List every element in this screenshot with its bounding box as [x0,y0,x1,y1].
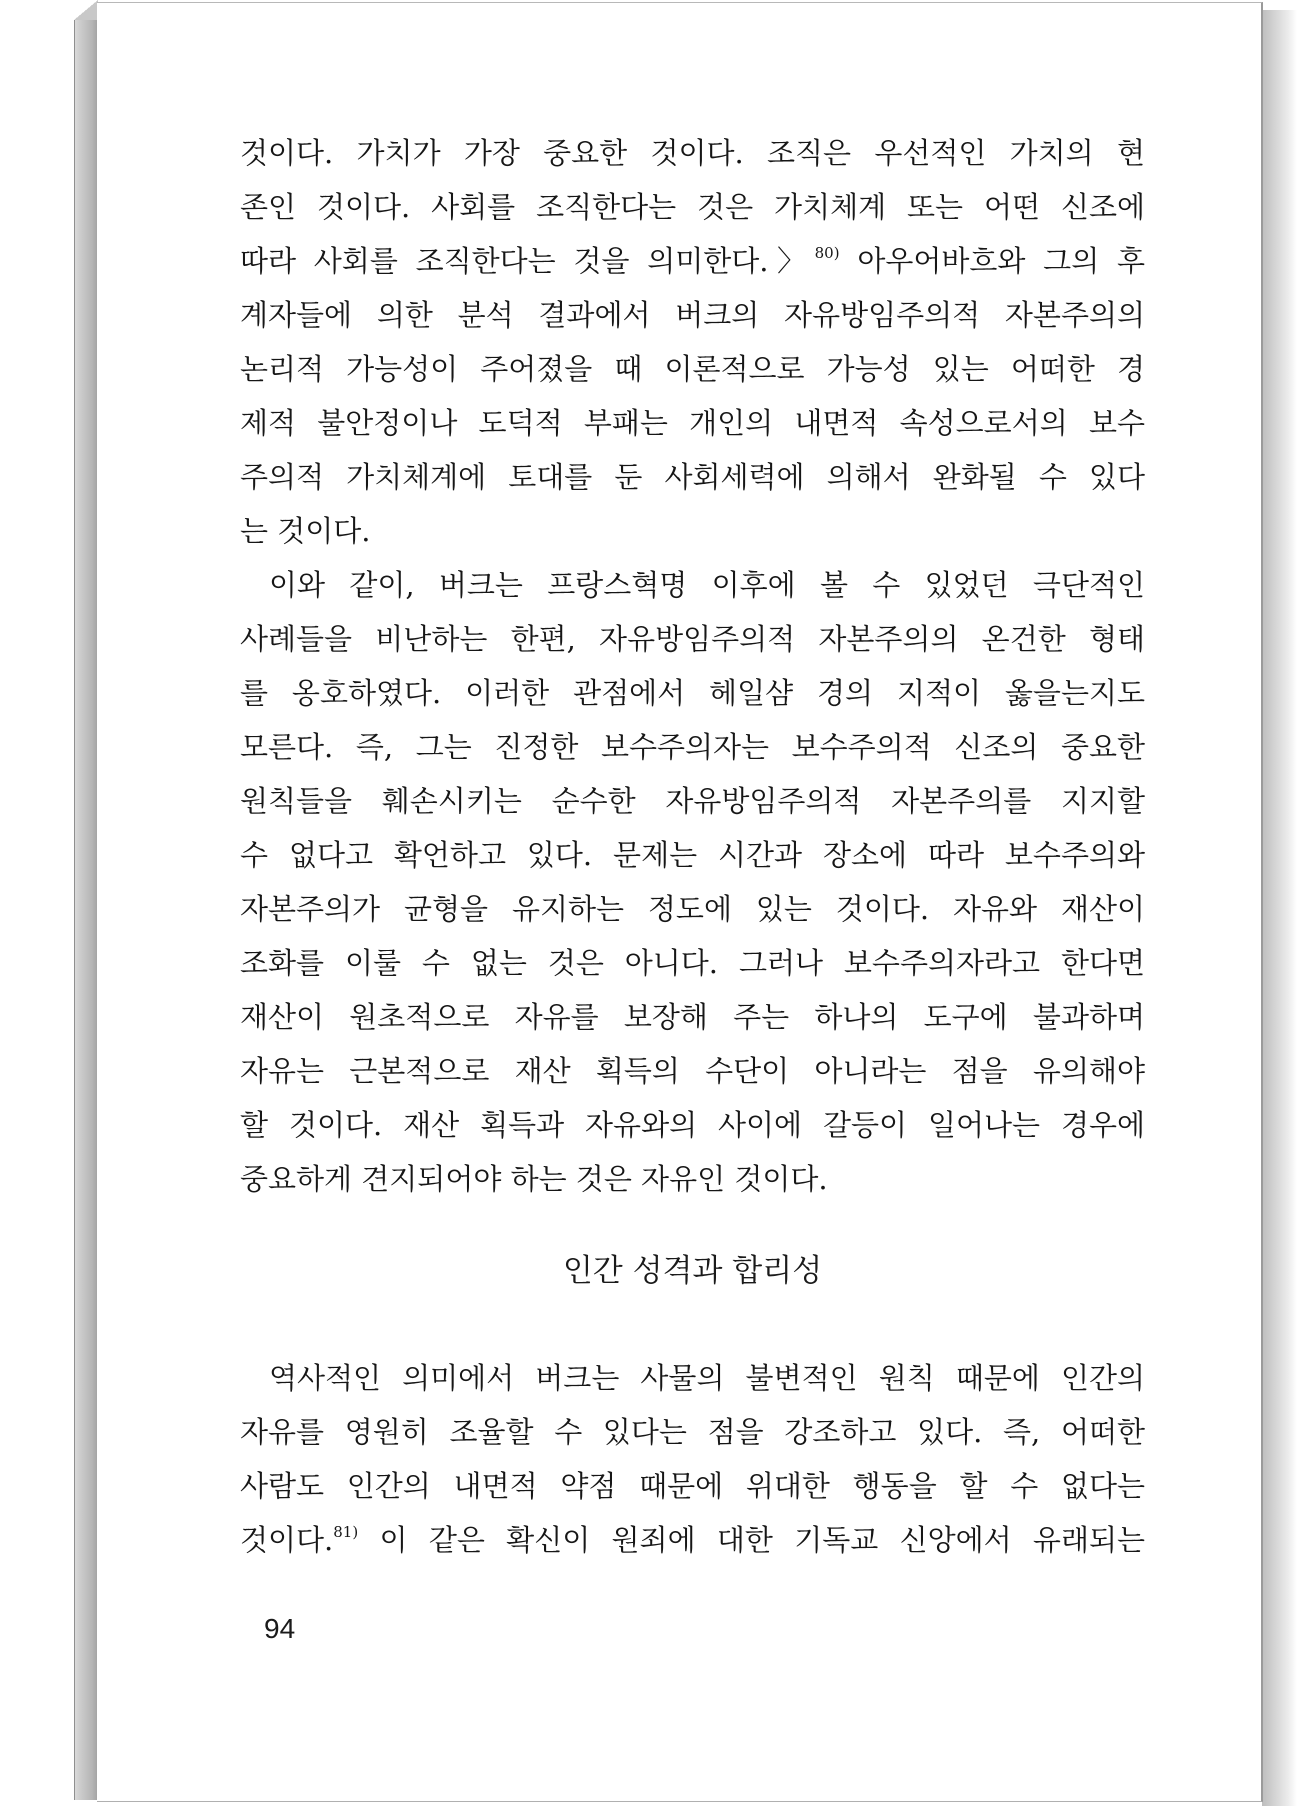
text-line: 자유는 근본적으로 재산 획득의 수단이 아니라는 점을 유의해야 [240,1054,1145,1088]
page-shadow [1262,10,1297,1806]
text-line: 를 옹호하였다. 이러한 관점에서 헤일샴 경의 지적이 옳을는지도 [240,676,1145,710]
page-stack-corner [74,0,98,20]
text-segment: 아우어바흐와 그의 후 [839,244,1145,278]
footnote-marker: 81) [333,1523,359,1541]
text-line: 계자들에 의한 분석 결과에서 버크의 자유방임주의적 자본주의의 [240,298,1145,332]
text-line: 사람도 인간의 내면적 약점 때문에 위대한 행동을 할 수 없다는 [240,1469,1145,1503]
text-line-with-footnote [240,1513,1145,1567]
text-segment: 따라 사회를 조직한다는 것을 의미한다.〉 [240,244,815,278]
section-heading: 인간 성격과 합리성 [562,1253,823,1289]
page-stack-edge [74,8,99,1800]
text-line: 수 없다고 확언하고 있다. 문제는 시간과 장소에 따라 보수주의와 [240,838,1145,872]
text-segment: 것이다. [240,1523,334,1557]
page-number: 94 [264,1613,296,1644]
book-page [97,2,1263,1802]
text-line: 조화를 이룰 수 없는 것은 아니다. 그러나 보수주의자라고 한다면 [240,946,1145,980]
text-line: 사례들을 비난하는 한편, 자유방임주의적 자본주의의 온건한 형태 [240,622,1145,656]
text-line: 역사적인 의미에서 버크는 사물의 불변적인 원칙 때문에 인간의 [269,1361,1145,1395]
text-line: 모른다. 즉, 그는 진정한 보수주의자는 보수주의적 신조의 중요한 [240,730,1145,764]
text-line: 제적 불안정이나 도덕적 부패는 개인의 내면적 속성으로서의 보수 [240,406,1145,440]
text-line: 것이다. 가치가 가장 중요한 것이다. 조직은 우선적인 가치의 현 [240,136,1145,170]
text-line: 재산이 원초적으로 자유를 보장해 주는 하나의 도구에 불과하며 [240,1000,1145,1034]
footnote-marker: 80) [814,244,840,262]
text-line: 이와 같이, 버크는 프랑스혁명 이후에 볼 수 있었던 극단적인 [269,568,1145,602]
text-line: 주의적 가치체계에 토대를 둔 사회세력에 의해서 완화될 수 있다 [240,460,1145,494]
text-line: 할 것이다. 재산 획득과 자유와의 사이에 갈등이 일어나는 경우에 [240,1108,1145,1142]
paragraph-1 [240,126,1145,558]
text-line: 원칙들을 훼손시키는 순수한 자유방임주의적 자본주의를 지지할 [240,784,1145,818]
paragraph-3 [240,1351,1145,1567]
text-line: 자본주의가 균형을 유지하는 정도에 있는 것이다. 자유와 재산이 [240,892,1145,926]
text-line: 논리적 가능성이 주어졌을 때 이론적으로 가능성 있는 어떠한 경 [240,352,1145,386]
text-line: 존인 것이다. 사회를 조직한다는 것은 가치체계 또는 어떤 신조에 [240,190,1145,224]
text-segment: 이 같은 확신이 원죄에 대한 기독교 신앙에서 유래되는 [358,1523,1145,1557]
text-line: 중요하게 견지되어야 하는 것은 자유인 것이다. [240,1162,828,1196]
text-line: 자유를 영원히 조율할 수 있다는 점을 강조하고 있다. 즉, 어떠한 [240,1415,1145,1449]
paragraph-2 [240,558,1145,1206]
text-line: 는 것이다. [240,514,371,548]
text-line-with-footnote [240,234,1145,288]
